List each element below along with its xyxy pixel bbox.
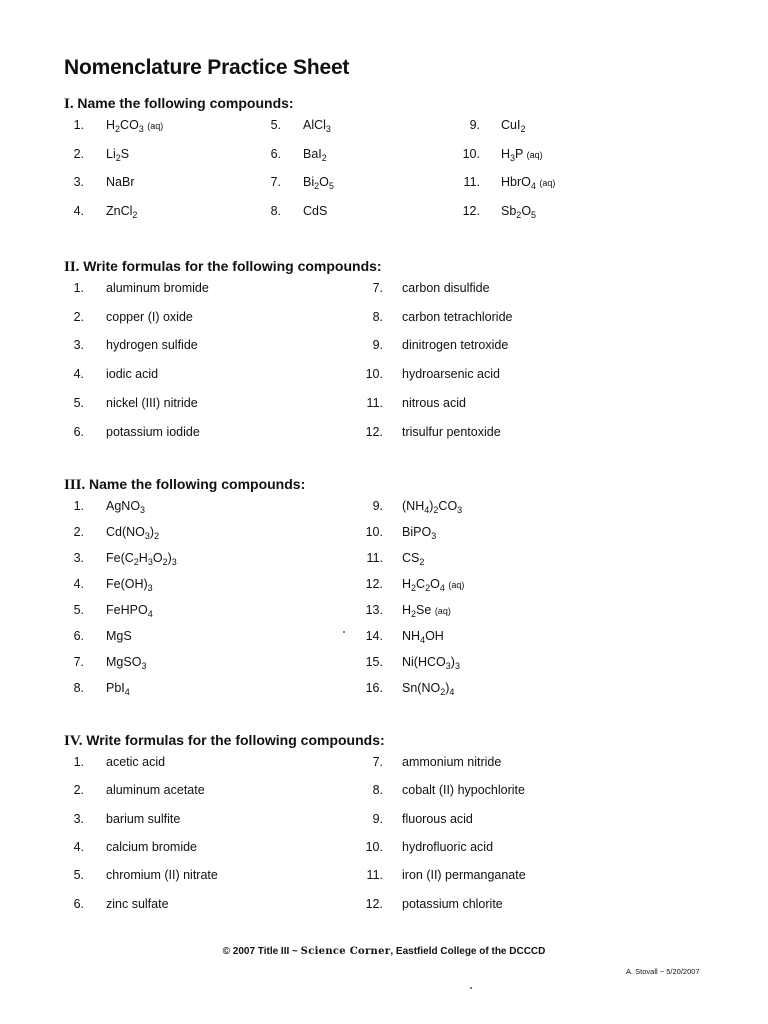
- item-text: PbI$_4$: [106, 681, 130, 697]
- item-text: $Sb_2O_5$: [501, 204, 537, 221]
- item-number: 15.: [365, 655, 383, 669]
- item-text: acetic acid: [106, 755, 166, 769]
- item-text: nickel (III) nitride: [106, 395, 198, 410]
- item-text: potassium chlorite: [402, 896, 503, 911]
- item-text: $NH_4OH$: [402, 629, 444, 645]
- scan-speck: [343, 631, 345, 633]
- item-text: $H_2CO_3$ (aq): [106, 118, 164, 134]
- item-number: 9.: [372, 338, 383, 353]
- item-number: 2.: [73, 525, 84, 539]
- item-number: 6.: [73, 629, 84, 643]
- item-text: iron (II) permanganate: [402, 868, 526, 883]
- item-number: 5.: [73, 868, 84, 883]
- item-number: 10.: [365, 525, 383, 539]
- item-number: 7.: [372, 281, 383, 295]
- scan-speck: [470, 987, 472, 989]
- item-number: 13.: [365, 603, 383, 617]
- item-number: 8.: [372, 309, 383, 324]
- item-text: MgSO$_3$: [106, 655, 147, 671]
- item-number: 11.: [366, 551, 383, 565]
- item-text: ZnCl$_2$: [106, 204, 138, 221]
- footer-suffix: , Eastfield College of the DCCCD: [390, 946, 546, 957]
- item-text: $Cd(NO_3)_2$: [106, 525, 160, 541]
- item-text: $H_2Se$ (aq): [402, 603, 451, 619]
- item-text: AlCl$_3$: [303, 118, 331, 134]
- item-number: 4.: [73, 577, 84, 591]
- item-text: $Sn(NO_2)_4$: [402, 681, 455, 697]
- item-number: 10.: [462, 146, 480, 161]
- item-text: fluorous acid: [402, 811, 473, 826]
- item-text: CuI$_2$: [501, 118, 526, 134]
- item-number: 7.: [372, 755, 383, 769]
- item-number: 9.: [372, 811, 383, 826]
- item-text: NaBr: [106, 175, 135, 190]
- item-number: 6.: [270, 146, 281, 161]
- item-number: 10.: [365, 839, 383, 854]
- item-number: 12.: [365, 896, 383, 911]
- item-text: CdS: [303, 204, 328, 219]
- item-text: hydrofluoric acid: [402, 839, 494, 854]
- item-number: 8.: [73, 681, 84, 695]
- footer-brand: Science Corner: [300, 946, 391, 957]
- item-number: 12.: [365, 424, 383, 439]
- item-number: 4.: [73, 204, 84, 219]
- item-text: trisulfur pentoxide: [402, 424, 501, 439]
- item-number: 12.: [462, 204, 480, 219]
- item-number: 16.: [365, 681, 383, 695]
- item-text: calcium bromide: [106, 839, 198, 854]
- footer-prefix: © 2007 Title III ~: [222, 946, 301, 957]
- item-text: carbon disulfide: [402, 281, 490, 295]
- item-text: hydroarsenic acid: [402, 367, 500, 382]
- item-number: 14.: [365, 629, 383, 643]
- section-4-title: Write formulas for the following compounds:: [86, 732, 385, 748]
- item-number: 3.: [73, 175, 84, 190]
- section-4-numeral: IV.: [64, 733, 83, 749]
- section-2-heading: [64, 258, 382, 276]
- item-number: 1.: [73, 499, 84, 513]
- item-number: 4.: [73, 839, 84, 854]
- item-number: 10.: [365, 367, 383, 382]
- item-text: carbon tetrachloride: [402, 309, 513, 324]
- item-text: aluminum bromide: [106, 281, 209, 295]
- item-text: HbrO$_4$ (aq): [501, 175, 556, 192]
- item-number: 9.: [372, 499, 383, 513]
- item-number: 1.: [73, 118, 84, 132]
- item-text: copper (I) oxide: [106, 309, 193, 324]
- item-number: 5.: [73, 395, 84, 410]
- item-text: hydrogen sulfide: [106, 338, 198, 353]
- item-text: chromium (II) nitrate: [106, 868, 218, 883]
- item-text: nitrous acid: [402, 395, 466, 410]
- section-3-title: Name the following compounds:: [89, 476, 306, 492]
- item-number: 2.: [73, 146, 84, 161]
- item-text: barium sulfite: [106, 811, 181, 826]
- item-number: 11.: [463, 175, 480, 190]
- item-number: 2.: [73, 309, 84, 324]
- section-3-heading: [64, 476, 305, 494]
- section-1-heading: [64, 95, 294, 113]
- section-2-numeral: II.: [64, 259, 80, 275]
- item-text: $H_3P$ (aq): [501, 146, 543, 163]
- author-signature: A. Stovall ~ 5/20/2007: [626, 967, 700, 976]
- item-text: BaI$_2$: [303, 146, 327, 163]
- item-text: ammonium nitride: [402, 755, 502, 769]
- item-text: $Bi_2O_5$: [303, 175, 334, 192]
- item-text: iodic acid: [106, 367, 159, 382]
- item-text: AgNO$_3$: [106, 499, 146, 515]
- item-number: 6.: [73, 896, 84, 911]
- item-text: potassium iodide: [106, 424, 200, 439]
- item-text: FeHPO$_4$: [106, 603, 153, 619]
- item-text: $Fe(C_2H_3O_2)_3$: [106, 551, 177, 567]
- item-number: 11.: [366, 868, 383, 883]
- item-text: $Li_2S$: [106, 146, 130, 163]
- item-number: 11.: [366, 395, 383, 410]
- section-3-numeral: III.: [64, 477, 86, 493]
- copyright-footer: [0, 946, 768, 957]
- item-text: $CS_2$: [402, 551, 425, 567]
- item-text: BiPO$_3$: [402, 525, 437, 541]
- item-number: 4.: [73, 367, 84, 382]
- item-number: 1.: [73, 755, 84, 769]
- item-text: zinc sulfate: [106, 896, 169, 911]
- item-number: 7.: [270, 175, 281, 190]
- page-title: Nomenclature Practice Sheet: [64, 56, 350, 79]
- section-1-title: Name the following compounds:: [77, 95, 294, 111]
- item-text: cobalt (II) hypochlorite: [402, 783, 525, 798]
- item-number: 5.: [270, 118, 281, 132]
- section-4-heading: [64, 732, 385, 750]
- item-number: 6.: [73, 424, 84, 439]
- item-text: dinitrogen tetroxide: [402, 338, 509, 353]
- item-number: 5.: [73, 603, 84, 617]
- item-number: 9.: [469, 118, 480, 132]
- item-text: MgS: [106, 629, 132, 643]
- item-number: 12.: [365, 577, 383, 591]
- item-number: 1.: [73, 281, 84, 295]
- item-number: 2.: [73, 783, 84, 798]
- item-text: $Ni(HCO_3)_3$: [402, 655, 460, 671]
- section-2-title: Write formulas for the following compounds:: [83, 258, 382, 274]
- item-text: $Fe(OH)_3$: [106, 577, 153, 593]
- item-text: $H_2C_2O_4$ (aq): [402, 577, 465, 593]
- item-number: 3.: [73, 811, 84, 826]
- section-1-numeral: I.: [64, 96, 74, 112]
- item-number: 7.: [73, 655, 84, 669]
- item-number: 3.: [73, 338, 84, 353]
- item-text: $(NH_4)_2CO_3$: [402, 499, 463, 515]
- item-number: 8.: [270, 204, 281, 219]
- item-text: aluminum acetate: [106, 783, 205, 798]
- item-number: 8.: [372, 783, 383, 798]
- item-number: 3.: [73, 551, 84, 565]
